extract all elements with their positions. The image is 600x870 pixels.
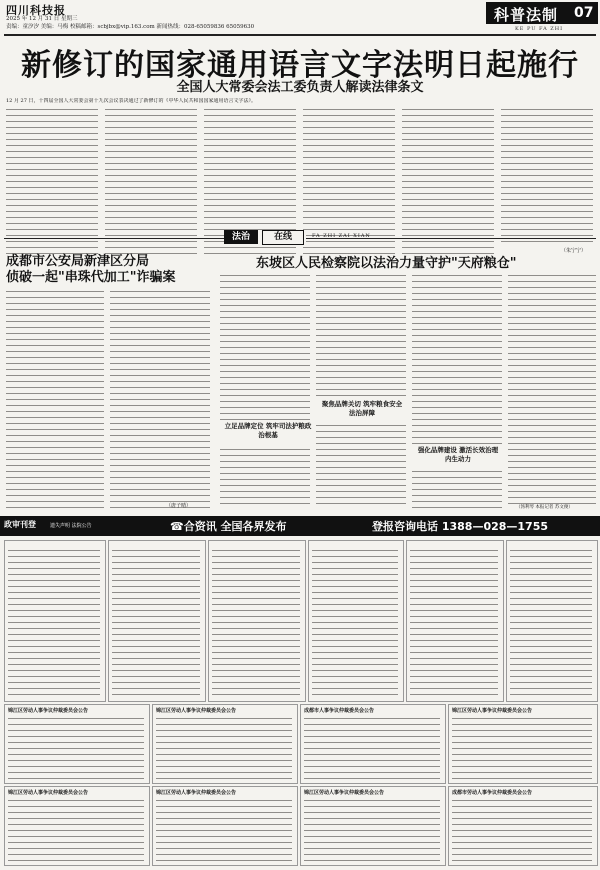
notice-cell <box>152 704 298 784</box>
subhead-1: 立足品牌定位 筑牢司法护粮政治根基 <box>224 422 312 439</box>
story-left <box>6 250 212 512</box>
ad-middle-title: ☎合资讯 全国各界发布 <box>170 520 287 533</box>
text-column <box>112 547 200 697</box>
classified-cell <box>308 540 404 702</box>
main-story-dateline: 12 月 27 日，十四届全国人大常委会第十九次会议表决通过了新修订的《中华人民共和国国家通用语言文字法》。 <box>6 98 256 104</box>
law-label-right: 在线 <box>262 230 304 245</box>
law-label-left: 法治 <box>224 230 258 244</box>
text-column <box>412 468 502 508</box>
subhead-3: 强化品牌建设 激活长效治理内生动力 <box>417 446 499 463</box>
text-column <box>312 547 398 697</box>
notice-cell <box>300 786 446 866</box>
text-column <box>452 715 592 779</box>
text-column <box>501 106 593 246</box>
notice-title: 锦江区劳动人事争议仲裁委员会公告 <box>8 708 89 714</box>
classified-cell <box>406 540 504 702</box>
story-right-byline: （汤利琴 本报记者 苏文俊） <box>516 505 573 510</box>
notice-title: 锦江区劳动人事争议仲裁委员会公告 <box>8 790 89 796</box>
text-column <box>452 797 592 861</box>
story-right-headline: 东坡区人民检察院以法治力量守护"天府粮仓" <box>256 256 517 271</box>
text-column <box>220 272 310 422</box>
text-column <box>412 272 502 444</box>
text-column <box>402 106 494 256</box>
classified-cell <box>4 540 106 702</box>
ad-banner <box>0 516 600 536</box>
text-column <box>156 797 292 861</box>
notice-cell <box>152 786 298 866</box>
notice-cell <box>448 786 598 866</box>
story-left-byline: （唐子晴） <box>166 503 192 509</box>
notice-title: 锦江区劳动人事争议仲裁委员会公告 <box>156 790 237 796</box>
text-column <box>8 797 144 861</box>
text-column <box>212 547 300 697</box>
main-headline: 新修订的国家通用语言文字法明日起施行 <box>21 48 579 83</box>
text-column <box>8 547 100 697</box>
issue-date: 2025 年 12 月 31 日 星期三 <box>6 16 78 22</box>
text-column <box>156 715 292 779</box>
text-column <box>304 797 440 861</box>
text-column <box>110 288 210 508</box>
law-column-pinyin: FA ZHI ZAI XIAN <box>312 233 371 239</box>
notice-cell <box>300 704 446 784</box>
text-column <box>8 715 144 779</box>
text-column <box>410 547 498 697</box>
main-subheadline: 全国人大常委会法工委负责人解读法律条文 <box>176 80 424 95</box>
story-right <box>220 250 596 512</box>
notice-title: 锦江区劳动人事争议仲裁委员会公告 <box>452 708 533 714</box>
section-name: 科普法制 <box>494 6 559 24</box>
notice-title: 成都市劳动人事争议仲裁委员会公告 <box>452 790 533 796</box>
text-column <box>220 446 310 508</box>
text-column <box>316 422 406 508</box>
notice-title: 锦江区劳动人事争议仲裁委员会公告 <box>156 708 237 714</box>
notice-cell <box>4 786 150 866</box>
text-column <box>510 547 592 697</box>
classified-cell <box>506 540 598 702</box>
text-column <box>304 715 440 779</box>
ad-left-text: 遗失声明 法院公告 <box>50 523 92 529</box>
classified-grid <box>4 540 596 866</box>
text-column <box>6 288 104 508</box>
main-story-byline: （朱宁宁） <box>561 248 587 254</box>
masthead-rule <box>4 34 596 36</box>
subhead-2: 聚焦品牌关切 筑牢粮食安全法治屏障 <box>321 400 403 417</box>
text-column <box>508 272 596 508</box>
text-column <box>6 106 98 256</box>
text-column <box>105 106 197 256</box>
notice-title: 锦江区劳动人事争议仲裁委员会公告 <box>304 790 385 796</box>
masthead <box>0 0 600 36</box>
notice-title: 成都市人事争议仲裁委员会公告 <box>304 708 375 714</box>
section-banner <box>486 2 598 24</box>
section-pinyin: KE PU FA ZHI <box>515 26 564 32</box>
classified-cell <box>208 540 306 702</box>
contact-line: 责编：童汐汐 美编：马梅 校稿邮箱：scbjbx@vip.163.com 新闻热线：028-65059836 65059630 <box>6 24 255 30</box>
ad-left-title: 政审刊登 <box>4 520 36 529</box>
notice-cell <box>4 704 150 784</box>
law-column-label <box>224 230 306 244</box>
text-column <box>316 272 406 398</box>
classified-cell <box>108 540 206 702</box>
ad-right-title: 登报咨询电话 1388—028—1755 <box>372 520 549 533</box>
page-number: 07 <box>574 5 594 21</box>
paper-name: 四川科技报 <box>6 4 66 17</box>
notice-cell <box>448 704 598 784</box>
story-left-headline-1: 成都市公安局新津区分局 <box>6 254 150 269</box>
story-left-headline-2: 侦破一起"串珠代加工"诈骗案 <box>6 270 176 285</box>
